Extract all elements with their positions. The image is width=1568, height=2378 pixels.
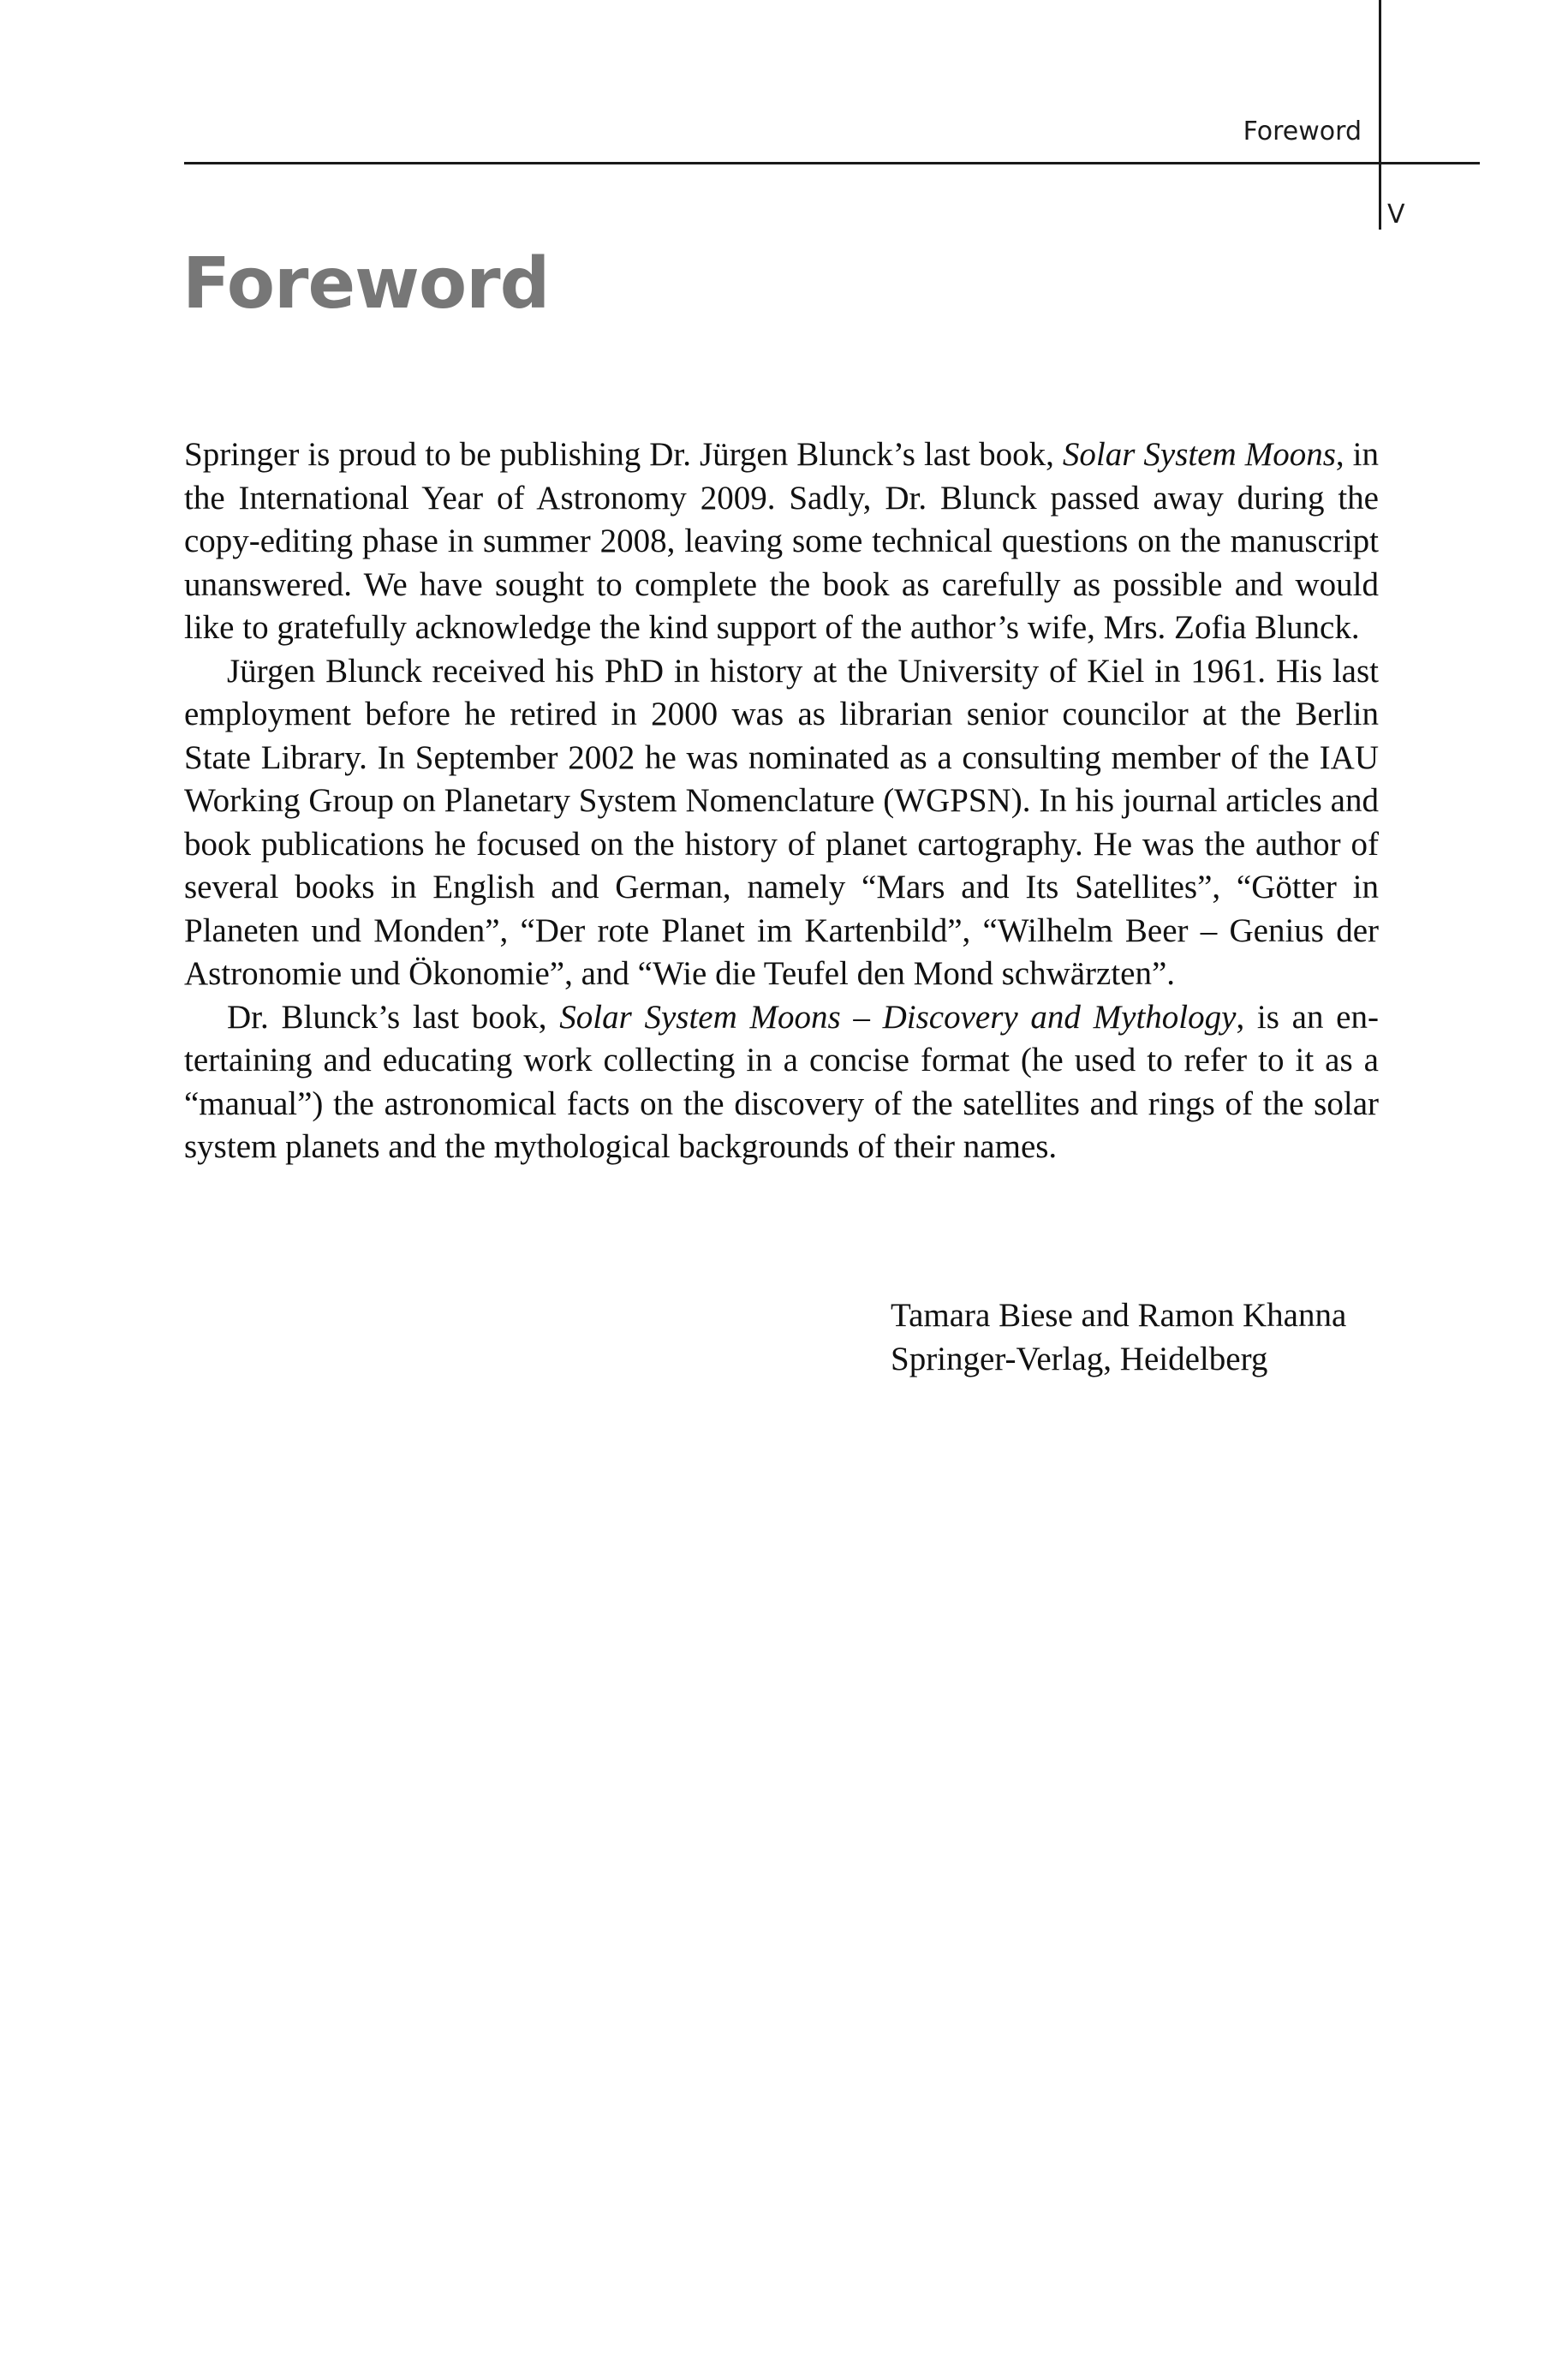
chapter-title: Foreword (182, 243, 550, 325)
paragraph-1 (184, 433, 1379, 650)
paragraph-1-text-a: Springer is proud to be publishing Dr. Jürgen Blunck’s last book, (184, 436, 1063, 473)
book-title-italic: Solar System Moons (1062, 436, 1336, 473)
running-header: Foreword (1243, 117, 1362, 146)
page-number: V (1387, 200, 1405, 230)
paragraph-2: Jürgen Blunck received his PhD in history at the University of Kiel in 1961. His last employment before he retired in 2000 was as librarian senior councilor at the Berlin State Library. In September 2002 he was nominated as a consulting member of the IAU Working Group on Planetary System Nomenclature (WGPSN). In his journal articles and book publications he focused on the history of planet cartography. He was the author of several books in English and German, namely “Mars and Its Satellites”, “Götter in Planeten und Monden”, “Der rote Planet im Kartenbild”, “Wilhelm Beer – Genius der Astronomie und Ökonomie”, and “Wie die Teufel den Mond schwärzten”. (184, 652, 1379, 992)
signature-affiliation: Springer-Verlag, Heidelberg (891, 1341, 1268, 1377)
header-rule (184, 162, 1480, 164)
book-full-title-italic: Solar System Moons – Discovery and Mythology (559, 998, 1237, 1036)
paragraph-3-text-a: Dr. Blunck’s last book, (227, 998, 560, 1036)
foreword-body (184, 433, 1379, 1169)
paragraph-3 (184, 996, 1379, 1169)
signature-names: Tamara Biese and Ramon Khanna (891, 1297, 1347, 1334)
signature-block (891, 1294, 1346, 1381)
paragraph-3-text-c: , is an entertaining and educating work collecting in a concise format (he used to refer to it as a “manual”) the astronomical facts on the discovery of the satellites and rings of the solar system planets and the mythological backgrounds of their names. (184, 998, 1379, 1165)
paragraph-1-text-c: , in the International Year of Astronomy 2009. Sadly, Dr. Blunck passed away during the copy-editing phase in summer 2008, leaving some technical questions on the manuscript unanswered. We have sought to complete the book as carefully as possible and would like to gratefully acknowledge the kind support of the author’s wife, Mrs. Zofia Blunck. (184, 436, 1379, 646)
margin-vertical-rule (1379, 0, 1381, 230)
